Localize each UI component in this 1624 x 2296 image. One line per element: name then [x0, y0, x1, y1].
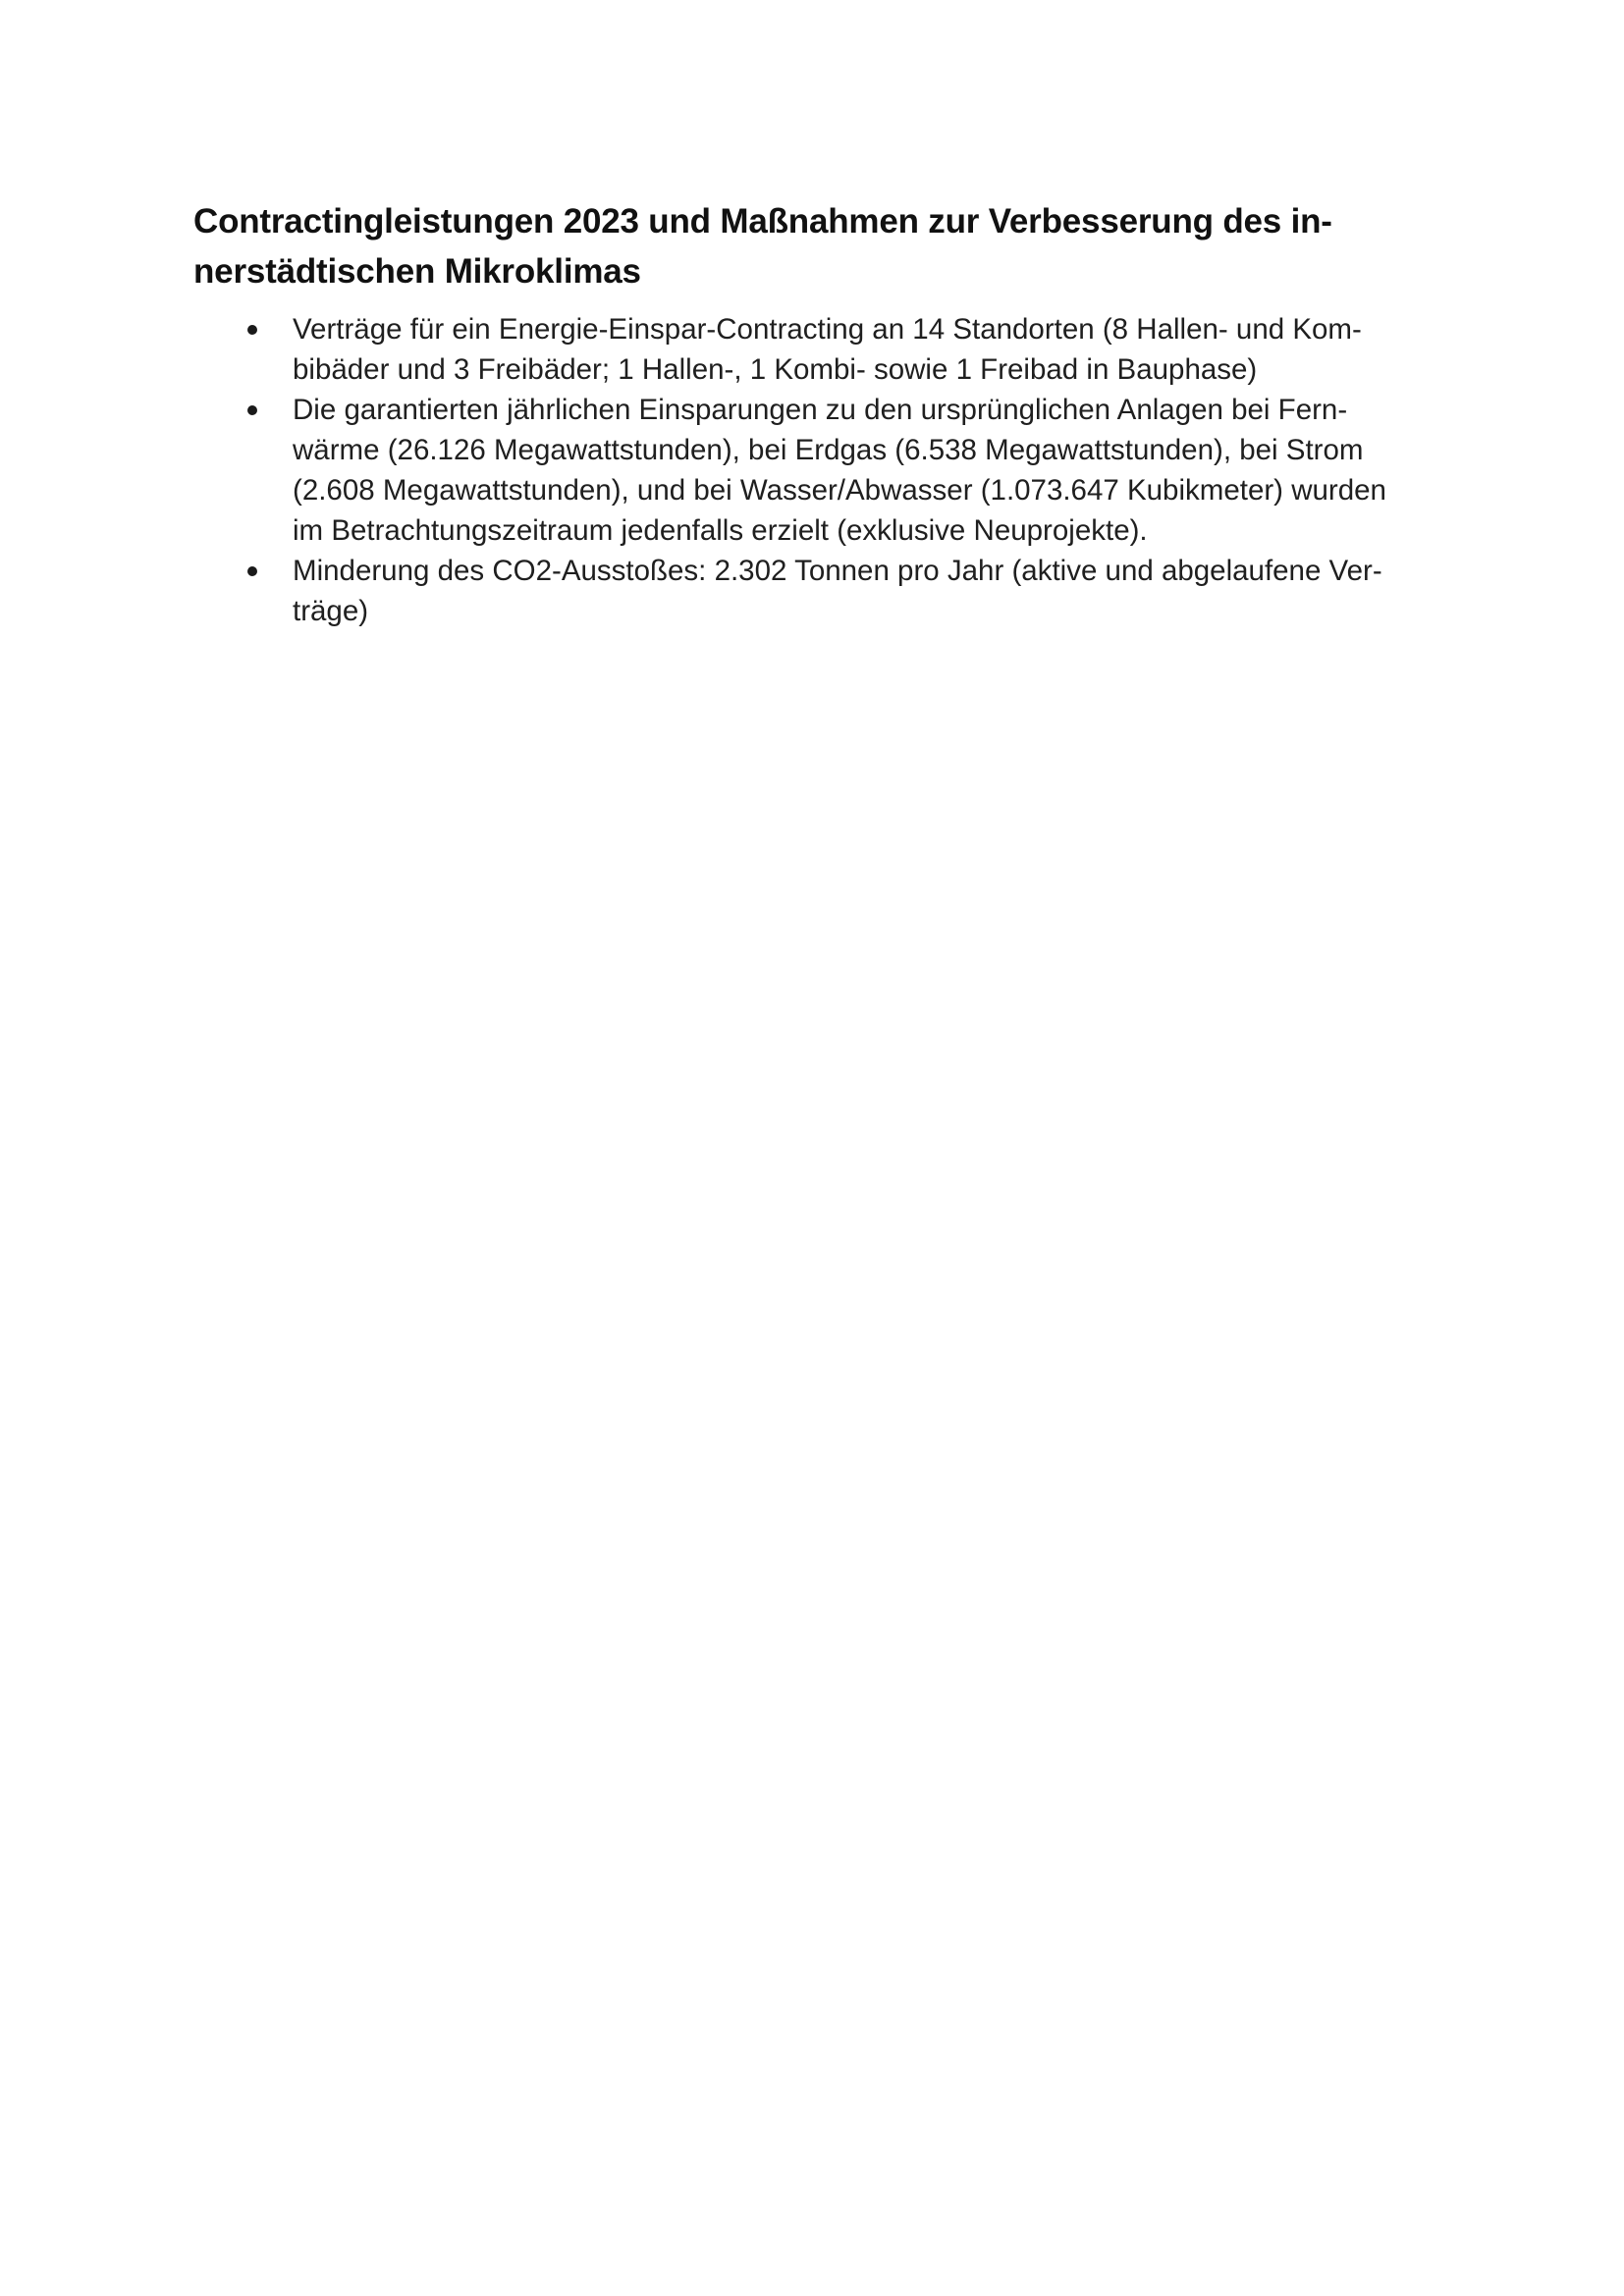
bullet-list	[193, 309, 1440, 631]
bullet-text	[293, 309, 1440, 390]
bullet-icon	[247, 566, 257, 576]
text-line: wärme (26.126 Megawattstunden), bei Erdgas (6.538 Megawattstunden), bei Strom	[293, 434, 1364, 466]
text-line: bibäder und 3 Freibäder; 1 Hallen-, 1 Kombi- sowie 1 Freibad in Bauphase)	[293, 353, 1258, 386]
text-line: Die garantierten jährlichen Einsparungen zu den ursprünglichen Anlagen bei Fern-	[293, 394, 1348, 426]
bullet-item-savings	[193, 390, 1440, 551]
bullet-icon	[247, 325, 257, 335]
bullet-text	[293, 390, 1440, 551]
text-line: im Betrachtungszeitraum jedenfalls erzielt (exklusive Neuprojekte).	[293, 514, 1148, 547]
bullet-item-contracts	[193, 309, 1440, 390]
document-body	[193, 196, 1440, 631]
text-line: Verträge für ein Energie-Einspar-Contracting an 14 Standorten (8 Hallen- und Kom-	[293, 313, 1362, 346]
section-heading	[193, 196, 1440, 296]
bullet-text	[293, 551, 1440, 631]
heading-line: nerstädtischen Mikroklimas	[193, 252, 641, 291]
bullet-item-co2-reduction	[193, 551, 1440, 631]
heading-line: Contractingleistungen 2023 und Maßnahmen zur Verbesserung des in-	[193, 202, 1332, 240]
text-line: (2.608 Megawattstunden), und bei Wasser/Abwasser (1.073.647 Kubikmeter) wurden	[293, 474, 1386, 507]
text-line: träge)	[293, 595, 369, 627]
text-line: Minderung des CO2-Ausstoßes: 2.302 Tonnen pro Jahr (aktive und abgelaufene Ver-	[293, 555, 1382, 587]
bullet-icon	[247, 405, 257, 415]
